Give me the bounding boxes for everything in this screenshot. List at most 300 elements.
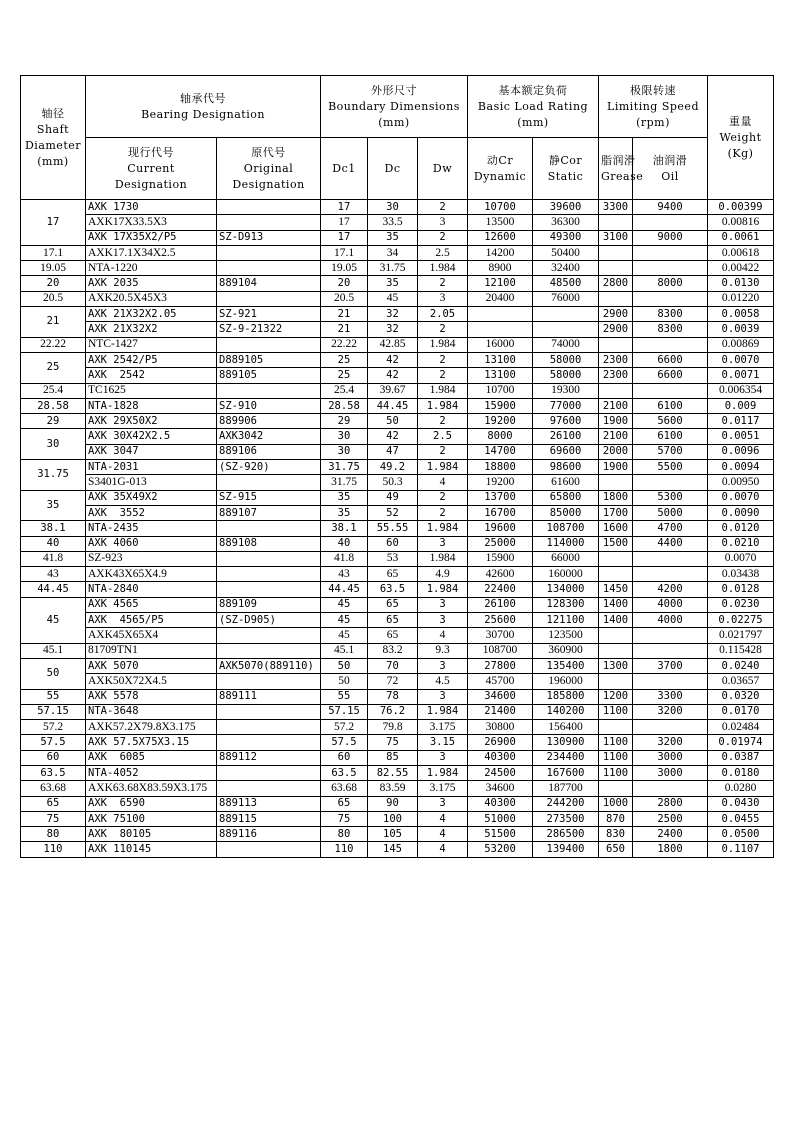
static-load-cell: 76000 <box>533 291 599 306</box>
grease-speed-cell: 2100 <box>599 429 633 444</box>
dc-cell: 145 <box>368 842 418 857</box>
original-designation-cell <box>217 475 321 490</box>
weight-cell: 0.00869 <box>708 337 774 352</box>
oil-speed-cell <box>633 475 708 490</box>
dynamic-load-cell: 25000 <box>468 536 533 551</box>
shaft-diameter-cell: 50 <box>21 658 86 689</box>
shaft-diameter-cell: 63.68 <box>21 781 86 796</box>
dw-cell: 2.5 <box>418 245 468 260</box>
dc-cell: 83.2 <box>368 643 418 658</box>
oil-speed-cell: 5700 <box>633 444 708 459</box>
dynamic-load-cell: 25600 <box>468 613 533 628</box>
static-load-cell: 108700 <box>533 521 599 536</box>
grease-speed-cell <box>599 781 633 796</box>
original-designation-cell: 889106 <box>217 444 321 459</box>
dynamic-load-cell: 19200 <box>468 475 533 490</box>
dynamic-load-cell: 8900 <box>468 261 533 276</box>
dc-cell: 52 <box>368 505 418 520</box>
dc-cell: 60 <box>368 536 418 551</box>
original-designation-cell <box>217 765 321 780</box>
dw-cell: 2 <box>418 505 468 520</box>
dc1-cell: 17 <box>321 200 368 215</box>
dc1-cell: 31.75 <box>321 460 368 475</box>
oil-speed-cell: 4700 <box>633 521 708 536</box>
shaft-diameter-cell: 28.58 <box>21 398 86 413</box>
current-designation-cell: AXK17.1X34X2.5 <box>86 245 217 260</box>
current-designation-cell: 81709TN1 <box>86 643 217 658</box>
dc-cell: 47 <box>368 444 418 459</box>
oil-speed-cell: 5600 <box>633 414 708 429</box>
dw-cell: 1.984 <box>418 337 468 352</box>
dw-cell: 2.05 <box>418 307 468 322</box>
static-load-cell: 49300 <box>533 230 599 245</box>
dc-cell: 90 <box>368 796 418 811</box>
dc1-cell: 30 <box>321 429 368 444</box>
original-designation-cell: SZ-9-21322 <box>217 322 321 337</box>
dynamic-load-cell: 16700 <box>468 505 533 520</box>
current-designation-cell: AXK 6085 <box>86 750 217 765</box>
weight-cell: 0.0096 <box>708 444 774 459</box>
table-row <box>21 689 774 704</box>
table-row <box>21 368 774 383</box>
table-row <box>21 490 774 505</box>
grease-speed-cell <box>599 291 633 306</box>
weight-cell: 0.02275 <box>708 613 774 628</box>
weight-cell: 0.0117 <box>708 414 774 429</box>
dynamic-load-cell: 13500 <box>468 215 533 230</box>
dynamic-load-cell: 40300 <box>468 750 533 765</box>
oil-speed-cell: 6100 <box>633 398 708 413</box>
dynamic-load-cell: 26900 <box>468 735 533 750</box>
current-designation-cell: AXK20.5X45X3 <box>86 291 217 306</box>
dw-cell: 3 <box>418 291 468 306</box>
dw-cell: 2 <box>418 490 468 505</box>
oil-speed-cell: 3300 <box>633 689 708 704</box>
original-designation-cell <box>217 337 321 352</box>
current-designation-cell: AXK45X65X4 <box>86 628 217 643</box>
dc1-cell: 44.45 <box>321 582 368 597</box>
dw-cell: 4.5 <box>418 674 468 689</box>
shaft-diameter-cell: 29 <box>21 414 86 429</box>
dc1-cell: 45.1 <box>321 643 368 658</box>
dynamic-load-cell: 13100 <box>468 368 533 383</box>
dw-cell: 3.15 <box>418 735 468 750</box>
dynamic-load-cell: 42600 <box>468 567 533 582</box>
static-load-cell: 39600 <box>533 200 599 215</box>
static-load-cell: 74000 <box>533 337 599 352</box>
grease-speed-cell: 870 <box>599 811 633 826</box>
grease-speed-cell <box>599 551 633 566</box>
static-load-cell: 58000 <box>533 352 599 367</box>
dynamic-load-cell: 12600 <box>468 230 533 245</box>
current-designation-cell: NTA-2435 <box>86 521 217 536</box>
grease-speed-cell <box>599 475 633 490</box>
dc1-cell: 41.8 <box>321 551 368 566</box>
current-designation-cell: AXK 4565 <box>86 597 217 612</box>
dc-cell: 65 <box>368 613 418 628</box>
original-designation-cell <box>217 567 321 582</box>
shaft-diameter-cell: 44.45 <box>21 582 86 597</box>
original-designation-cell <box>217 704 321 719</box>
dc1-cell: 25 <box>321 352 368 367</box>
table-row <box>21 337 774 352</box>
dynamic-load-cell: 18800 <box>468 460 533 475</box>
grease-speed-cell <box>599 643 633 658</box>
grease-speed-cell: 2000 <box>599 444 633 459</box>
oil-speed-cell <box>633 337 708 352</box>
dc-cell: 79.8 <box>368 720 418 735</box>
grease-speed-cell: 830 <box>599 827 633 842</box>
oil-speed-cell <box>633 215 708 230</box>
original-designation-cell: 889107 <box>217 505 321 520</box>
static-load-cell <box>533 307 599 322</box>
table-row <box>21 704 774 719</box>
shaft-diameter-cell: 41.8 <box>21 551 86 566</box>
original-designation-cell <box>217 643 321 658</box>
dynamic-load-cell: 24500 <box>468 765 533 780</box>
shaft-diameter-cell: 57.15 <box>21 704 86 719</box>
original-designation-cell <box>217 383 321 398</box>
current-designation-cell: NTA-4052 <box>86 765 217 780</box>
static-load-cell: 140200 <box>533 704 599 719</box>
oil-speed-cell <box>633 643 708 658</box>
dc-cell: 42.85 <box>368 337 418 352</box>
shaft-diameter-cell: 80 <box>21 827 86 842</box>
oil-speed-cell: 1800 <box>633 842 708 857</box>
grease-speed-cell: 1450 <box>599 582 633 597</box>
oil-speed-cell: 5300 <box>633 490 708 505</box>
weight-cell: 0.1107 <box>708 842 774 857</box>
grease-speed-cell: 3100 <box>599 230 633 245</box>
oil-speed-cell: 3000 <box>633 765 708 780</box>
current-designation-cell: AXK 6590 <box>86 796 217 811</box>
static-load-cell: 234400 <box>533 750 599 765</box>
original-designation-cell: 889116 <box>217 827 321 842</box>
current-designation-cell: AXK 2035 <box>86 276 217 291</box>
dynamic-load-cell: 45700 <box>468 674 533 689</box>
static-load-cell: 114000 <box>533 536 599 551</box>
dc-cell: 100 <box>368 811 418 826</box>
weight-cell: 0.0090 <box>708 505 774 520</box>
dc1-cell: 22.22 <box>321 337 368 352</box>
dynamic-load-cell: 53200 <box>468 842 533 857</box>
dw-cell: 2 <box>418 230 468 245</box>
dc1-cell: 35 <box>321 490 368 505</box>
original-designation-cell <box>217 200 321 215</box>
grease-speed-cell: 650 <box>599 842 633 857</box>
current-designation-cell: AXK 17X35X2/P5 <box>86 230 217 245</box>
grease-speed-cell <box>599 383 633 398</box>
dynamic-load-cell: 51500 <box>468 827 533 842</box>
dc1-cell: 28.58 <box>321 398 368 413</box>
dw-cell: 2 <box>418 414 468 429</box>
weight-cell: 0.0051 <box>708 429 774 444</box>
current-designation-header: 现行代号 Current Designation <box>86 138 217 200</box>
oil-speed-cell: 6600 <box>633 352 708 367</box>
dynamic-load-cell: 30800 <box>468 720 533 735</box>
dc1-cell: 30 <box>321 444 368 459</box>
weight-cell: 0.0039 <box>708 322 774 337</box>
static-load-cell: 19300 <box>533 383 599 398</box>
dw-cell: 3.175 <box>418 781 468 796</box>
shaft-diameter-cell: 20.5 <box>21 291 86 306</box>
weight-cell: 0.006354 <box>708 383 774 398</box>
dc-cell: 35 <box>368 276 418 291</box>
oil-speed-cell: 8000 <box>633 276 708 291</box>
shaft-diameter-cell: 43 <box>21 567 86 582</box>
dynamic-load-cell: 14700 <box>468 444 533 459</box>
shaft-diameter-cell: 110 <box>21 842 86 857</box>
static-load-cell: 26100 <box>533 429 599 444</box>
table-row <box>21 352 774 367</box>
table-row <box>21 414 774 429</box>
current-designation-cell: AXK 1730 <box>86 200 217 215</box>
static-load-cell: 36300 <box>533 215 599 230</box>
table-row <box>21 658 774 673</box>
current-designation-cell: NTA-2031 <box>86 460 217 475</box>
current-designation-cell: AXK 4060 <box>86 536 217 551</box>
dw-cell: 4 <box>418 827 468 842</box>
dc1-cell: 57.5 <box>321 735 368 750</box>
dw-cell: 1.984 <box>418 521 468 536</box>
shaft-diameter-cell: 65 <box>21 796 86 811</box>
static-load-cell: 185800 <box>533 689 599 704</box>
weight-cell: 0.009 <box>708 398 774 413</box>
current-designation-cell: AXK57.2X79.8X3.175 <box>86 720 217 735</box>
dw-cell: 2 <box>418 200 468 215</box>
static-load-cell: 32400 <box>533 261 599 276</box>
dynamic-load-cell: 26100 <box>468 597 533 612</box>
grease-speed-cell: 1200 <box>599 689 633 704</box>
shaft-diameter-cell: 20 <box>21 276 86 291</box>
original-designation-cell <box>217 735 321 750</box>
original-designation-cell: SZ-910 <box>217 398 321 413</box>
shaft-diameter-cell: 38.1 <box>21 521 86 536</box>
weight-cell: 0.01974 <box>708 735 774 750</box>
table-row <box>21 521 774 536</box>
weight-cell: 0.01220 <box>708 291 774 306</box>
oil-speed-cell <box>633 291 708 306</box>
current-designation-cell: AXK 21X32X2 <box>86 322 217 337</box>
dw-cell: 2 <box>418 276 468 291</box>
dc1-cell: 57.15 <box>321 704 368 719</box>
current-designation-cell: AXK 35X49X2 <box>86 490 217 505</box>
weight-cell: 0.0170 <box>708 704 774 719</box>
original-designation-cell <box>217 582 321 597</box>
dc1-cell: 40 <box>321 536 368 551</box>
current-designation-cell: AXK 5070 <box>86 658 217 673</box>
weight-cell: 0.0094 <box>708 460 774 475</box>
grease-speed-cell <box>599 215 633 230</box>
dynamic-load-cell: 20400 <box>468 291 533 306</box>
table-row <box>21 307 774 322</box>
oil-speed-cell: 5000 <box>633 505 708 520</box>
table-row <box>21 291 774 306</box>
oil-speed-cell: 3200 <box>633 704 708 719</box>
dc-cell: 75 <box>368 735 418 750</box>
table-row <box>21 551 774 566</box>
dynamic-load-cell: 34600 <box>468 781 533 796</box>
grease-speed-cell: 1700 <box>599 505 633 520</box>
grease-speed-cell: 1500 <box>599 536 633 551</box>
static-load-cell <box>533 322 599 337</box>
oil-speed-cell: 4000 <box>633 613 708 628</box>
shaft-diameter-cell: 45 <box>21 597 86 643</box>
dynamic-load-cell <box>468 307 533 322</box>
current-designation-cell: S3401G-013 <box>86 475 217 490</box>
static-load-cell: 130900 <box>533 735 599 750</box>
weight-cell: 0.0120 <box>708 521 774 536</box>
oil-speed-cell <box>633 261 708 276</box>
shaft-diameter-cell: 22.22 <box>21 337 86 352</box>
shaft-diameter-cell: 40 <box>21 536 86 551</box>
table-row <box>21 276 774 291</box>
weight-cell: 0.0230 <box>708 597 774 612</box>
dw-cell: 3 <box>418 658 468 673</box>
oil-speed-cell: 4400 <box>633 536 708 551</box>
static-load-cell: 273500 <box>533 811 599 826</box>
static-load-cell: 156400 <box>533 720 599 735</box>
table-row <box>21 796 774 811</box>
table-row <box>21 230 774 245</box>
table-row <box>21 215 774 230</box>
static-load-cell: 160000 <box>533 567 599 582</box>
dw-cell: 1.984 <box>418 398 468 413</box>
dc1-cell: 21 <box>321 307 368 322</box>
shaft-diameter-cell: 60 <box>21 750 86 765</box>
dw-cell: 3 <box>418 597 468 612</box>
dw-header: Dw <box>418 138 468 200</box>
dc1-cell: 31.75 <box>321 475 368 490</box>
dc-cell: 35 <box>368 230 418 245</box>
dc1-cell: 25.4 <box>321 383 368 398</box>
dc1-cell: 50 <box>321 658 368 673</box>
grease-speed-cell: 1100 <box>599 735 633 750</box>
static-load-cell: 69600 <box>533 444 599 459</box>
weight-cell: 0.0130 <box>708 276 774 291</box>
static-load-cell: 123500 <box>533 628 599 643</box>
grease-speed-cell <box>599 567 633 582</box>
oil-speed-cell <box>633 551 708 566</box>
dc-cell: 49.2 <box>368 460 418 475</box>
dc1-cell: 50 <box>321 674 368 689</box>
static-load-cell: 128300 <box>533 597 599 612</box>
table-row <box>21 505 774 520</box>
dynamic-load-cell: 10700 <box>468 200 533 215</box>
weight-cell: 0.0210 <box>708 536 774 551</box>
table-row <box>21 322 774 337</box>
oil-speed-cell: 4200 <box>633 582 708 597</box>
original-designation-cell <box>217 521 321 536</box>
original-designation-cell: (SZ-920) <box>217 460 321 475</box>
current-designation-cell: AXK17X33.5X3 <box>86 215 217 230</box>
current-designation-cell: AXK 75100 <box>86 811 217 826</box>
shaft-diameter-cell: 25.4 <box>21 383 86 398</box>
weight-cell: 0.0240 <box>708 658 774 673</box>
dw-cell: 1.984 <box>418 765 468 780</box>
original-designation-cell: 889906 <box>217 414 321 429</box>
dc1-cell: 25 <box>321 368 368 383</box>
original-designation-cell: SZ-921 <box>217 307 321 322</box>
original-designation-cell: 889104 <box>217 276 321 291</box>
grease-speed-cell <box>599 337 633 352</box>
dc-cell: 44.45 <box>368 398 418 413</box>
table-row <box>21 582 774 597</box>
grease-speed-cell: 1800 <box>599 490 633 505</box>
dw-cell: 9.3 <box>418 643 468 658</box>
dynamic-load-cell: 27800 <box>468 658 533 673</box>
table-row <box>21 444 774 459</box>
shaft-diameter-cell: 75 <box>21 811 86 826</box>
dw-cell: 4 <box>418 475 468 490</box>
current-designation-cell: AXK43X65X4.9 <box>86 567 217 582</box>
dc-cell: 70 <box>368 658 418 673</box>
dc1-cell: 57.2 <box>321 720 368 735</box>
original-designation-cell: D889105 <box>217 352 321 367</box>
table-row <box>21 429 774 444</box>
dynamic-load-cell: 14200 <box>468 245 533 260</box>
dc1-cell: 29 <box>321 414 368 429</box>
grease-speed-cell: 2800 <box>599 276 633 291</box>
grease-speed-cell: 2100 <box>599 398 633 413</box>
dc-cell: 76.2 <box>368 704 418 719</box>
current-designation-cell: AXK 80105 <box>86 827 217 842</box>
table-body <box>21 200 774 858</box>
oil-speed-cell: 8300 <box>633 322 708 337</box>
static-load-cell: 121100 <box>533 613 599 628</box>
bearing-designation-header: 轴承代号 Bearing Designation <box>86 76 321 138</box>
dw-cell: 4 <box>418 628 468 643</box>
original-designation-cell: 889108 <box>217 536 321 551</box>
dc1-cell: 20.5 <box>321 291 368 306</box>
static-load-cell: 65800 <box>533 490 599 505</box>
dw-cell: 2.5 <box>418 429 468 444</box>
grease-speed-cell: 1900 <box>599 414 633 429</box>
original-designation-cell <box>217 215 321 230</box>
dynamic-load-cell: 8000 <box>468 429 533 444</box>
oil-speed-cell <box>633 567 708 582</box>
oil-speed-cell: 2400 <box>633 827 708 842</box>
oil-header: 油润滑 Oil <box>633 138 708 200</box>
oil-speed-cell: 3200 <box>633 735 708 750</box>
static-load-cell: 77000 <box>533 398 599 413</box>
dc1-cell: 21 <box>321 322 368 337</box>
weight-cell: 0.0061 <box>708 230 774 245</box>
original-designation-cell: 889105 <box>217 368 321 383</box>
weight-cell: 0.115428 <box>708 643 774 658</box>
weight-cell: 0.00399 <box>708 200 774 215</box>
static-load-cell: 66000 <box>533 551 599 566</box>
original-designation-cell <box>217 261 321 276</box>
dc-cell: 50.3 <box>368 475 418 490</box>
dc-cell: 30 <box>368 200 418 215</box>
dw-cell: 4 <box>418 842 468 857</box>
dw-cell: 2 <box>418 444 468 459</box>
dynamic-load-cell: 10700 <box>468 383 533 398</box>
dc1-header: Dc1 <box>321 138 368 200</box>
dw-cell: 4.9 <box>418 567 468 582</box>
dc-cell: 55.55 <box>368 521 418 536</box>
dw-cell: 2 <box>418 352 468 367</box>
shaft-diameter-cell: 55 <box>21 689 86 704</box>
table-row <box>21 765 774 780</box>
dc-cell: 45 <box>368 291 418 306</box>
dc-cell: 31.75 <box>368 261 418 276</box>
original-designation-header: 原代号 Original Designation <box>217 138 321 200</box>
dc-cell: 78 <box>368 689 418 704</box>
oil-speed-cell: 6100 <box>633 429 708 444</box>
current-designation-cell: NTC-1427 <box>86 337 217 352</box>
